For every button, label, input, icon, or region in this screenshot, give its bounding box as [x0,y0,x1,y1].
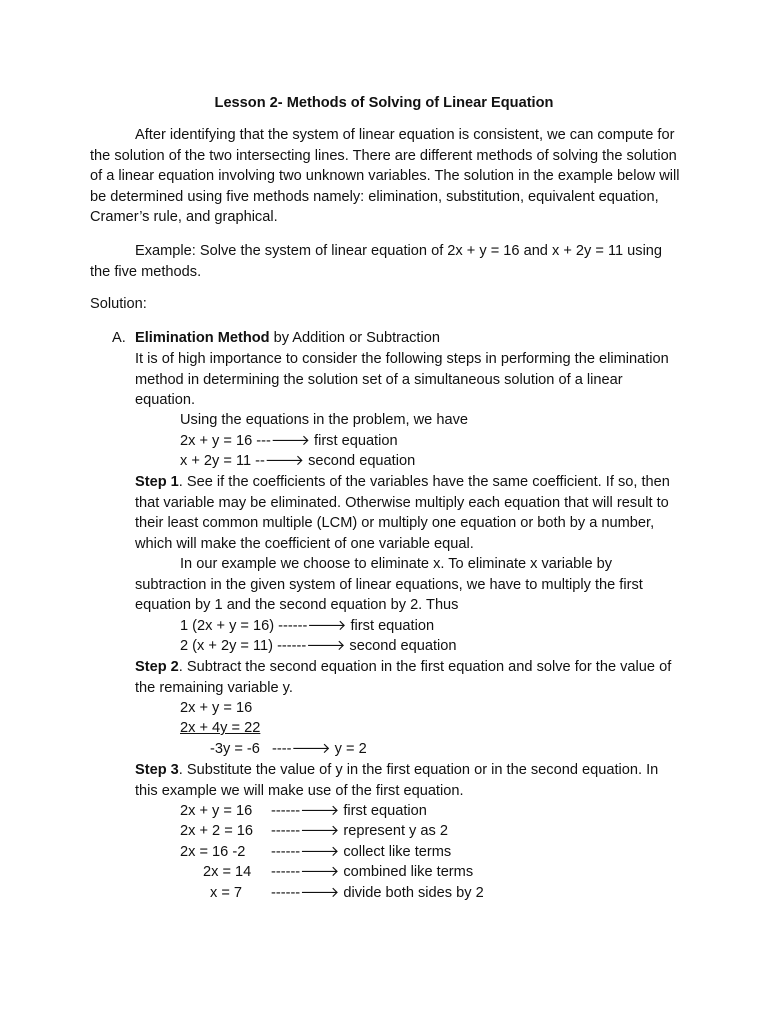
section-a-heading-bold: Elimination Method [135,330,270,346]
step1-text: . See if the coefficients of the variables have the same coefficient. If so, then that variable may be eliminated. Otherwise multiply each equation that will result to their least common multiple (LCM) or multiply one equation or both by a number, which will make the coefficient of one variable equal. [135,474,670,552]
step2-label: Step 2 [135,659,179,675]
example-text: Example: Solve the system of linear equation of 2x + y = 16 and x + 2y = 11 using the five methods. [90,243,663,280]
section-a-intro: It is of high importance to consider the following steps in performing the elimination method in determining the solution set of a simultaneous solution of a linear equation. [135,351,669,409]
example-paragraph [90,241,680,282]
step2-paragraph [135,657,680,698]
solve-row-1-eq: 2x + y = 16 [180,803,253,819]
equation-2: x + 2y = 11 --🡒 second equation [180,453,416,469]
solve-row-4-note: ------🡒 combined like terms [271,864,474,880]
solve-row-2-eq: 2x + 2 = 16 [180,823,254,839]
solve-row-1-note: ------🡒 first equation [271,803,427,819]
solution-label: Solution: [90,296,147,312]
section-a-heading-rest: by Addition or Subtraction [269,330,440,346]
subtraction-line-2: 2x + 4y = 22 [180,720,261,736]
subtraction-line-1: 2x + y = 16 [180,700,253,716]
solve-row-4-eq: 2x = 14 [203,864,252,880]
intro-text: After identifying that the system of linear equation is consistent, we can compute for the solution of the two intersecting lines. There are different methods of solving the solution of a linear equation involving two unknown variables. The solution in the example below will be determined using five methods namely: elimination, substitution, equivalent equation, Cramer’s rule, and graphical. [90,127,680,226]
solve-row-5-note: ------🡒 divide both sides by 2 [271,885,484,901]
step3-label: Step 3 [135,762,179,778]
using-line: Using the equations in the problem, we have [180,412,468,428]
step3-text: . Substitute the value of y in the first equation or in the second equation. In this example we will make use of the first equation. [135,762,659,799]
subtraction-result: -3y = -6 ----🡒 y = 2 [210,741,367,757]
equation-1: 2x + y = 16 ---🡒 first equation [180,433,398,449]
solve-row-2-note: ------🡒 represent y as 2 [271,823,448,839]
section-a-heading [135,328,440,348]
multiplied-equation-1: 1 (2x + y = 16) ------🡒 first equation [180,618,435,634]
step3-paragraph [135,760,680,801]
lesson-title: Lesson 2- Methods of Solving of Linear Equation [214,95,554,111]
solve-row-3-eq: 2x = 16 -2 [180,844,246,860]
step2-text: . Subtract the second equation in the first equation and solve for the value of the remaining variable y. [135,659,672,696]
step1-paragraph [135,472,680,554]
step1-example [135,554,680,616]
multiplied-equation-2: 2 (x + 2y = 11) ------🡒 second equation [180,638,457,654]
section-a-marker: A. [112,330,126,346]
step1-label: Step 1 [135,474,179,490]
step1-example-text: In our example we choose to eliminate x. To eliminate x variable by subtraction in the given system of linear equations, we have to multiply the first equation by 1 and the second equation by 2. Thus [135,556,643,614]
solve-row-3-note: ------🡒 collect like terms [271,844,452,860]
intro-paragraph [90,125,680,228]
solve-row-5-eq: x = 7 [210,885,243,901]
